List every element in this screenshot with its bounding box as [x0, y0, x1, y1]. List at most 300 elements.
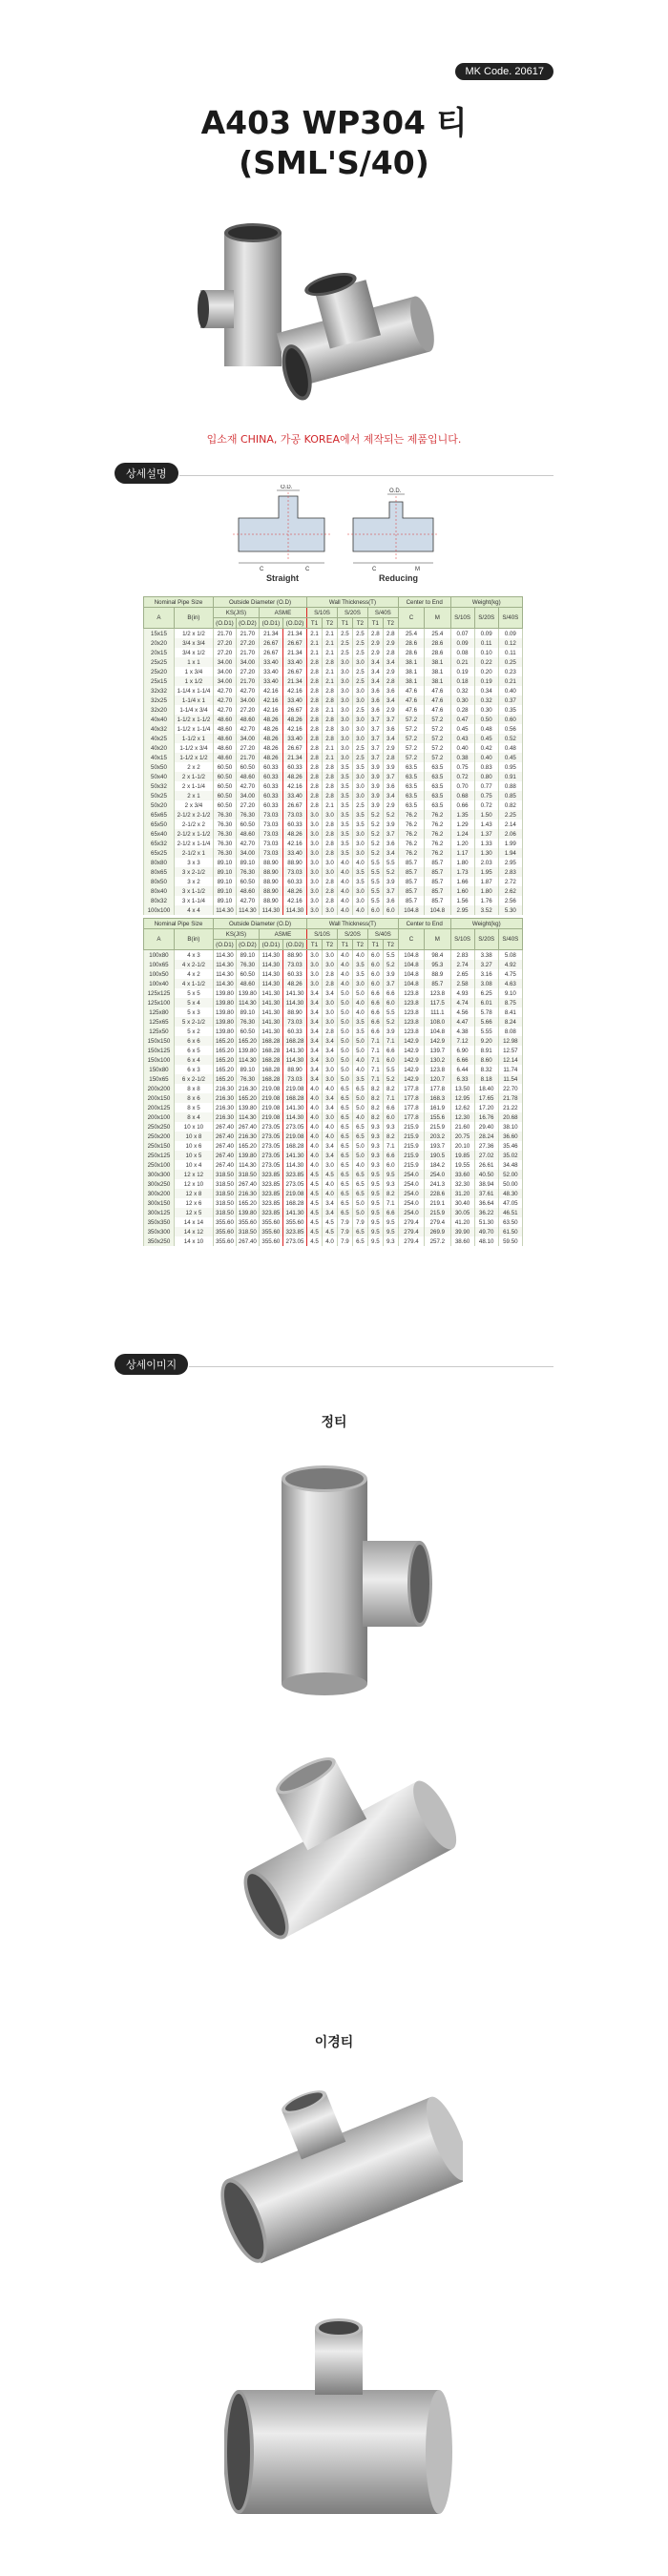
table-cell: 89.10 — [213, 886, 236, 896]
table-cell: 5.5 — [367, 877, 383, 886]
table-cell: 0.88 — [498, 781, 522, 791]
table-cell: 6 x 3 — [174, 1065, 213, 1074]
table-cell: 48.26 — [259, 753, 282, 762]
table-cell: 57.2 — [425, 743, 450, 753]
table-row — [144, 839, 523, 848]
table-cell: 355.60 — [213, 1217, 236, 1227]
table-cell: 203.2 — [425, 1132, 450, 1141]
table-cell: 3.4 — [307, 1055, 323, 1065]
mk-code-badge: MK Code. 20617 — [455, 63, 553, 80]
table-cell: 48.60 — [236, 979, 259, 988]
table-cell: 42.70 — [236, 781, 259, 791]
table-cell: 6.6 — [367, 998, 383, 1008]
table-cell: 1-1/4 x 1-1/4 — [174, 686, 213, 696]
table-cell: 161.9 — [425, 1103, 450, 1112]
table-cell: 1.33 — [474, 839, 498, 848]
table-cell: 3.0 — [323, 858, 338, 867]
table-cell: 279.4 — [425, 1217, 450, 1227]
table-cell: 269.9 — [425, 1227, 450, 1236]
table-cell: 2.1 — [323, 667, 338, 676]
table-cell: 3.4 — [383, 657, 398, 667]
table-cell: 1.73 — [450, 867, 474, 877]
table-cell: 3.0 — [352, 715, 367, 724]
table-cell: 3.5 — [352, 1027, 367, 1036]
table-cell: 1.29 — [450, 820, 474, 829]
table-cell: 4.75 — [498, 969, 522, 979]
table-cell: 76.30 — [213, 848, 236, 858]
table-cell: 80x65 — [144, 867, 175, 877]
table-cell: 3.7 — [383, 886, 398, 896]
th-b: B(in) — [174, 929, 213, 950]
table-cell: 11.54 — [498, 1074, 522, 1084]
table-cell: 257.2 — [425, 1236, 450, 1246]
table-cell: 2-1/2 x 1-1/2 — [174, 829, 213, 839]
table-cell: 5 x 2-1/2 — [174, 1017, 213, 1027]
table-cell: 2.8 — [323, 696, 338, 705]
table-cell: 0.11 — [498, 648, 522, 657]
table-cell: 123.8 — [425, 988, 450, 998]
table-cell: 6 x 5 — [174, 1046, 213, 1055]
table-cell: 318.50 — [213, 1179, 236, 1189]
table-cell: 350x250 — [144, 1236, 175, 1246]
table-cell: 114.30 — [282, 1055, 306, 1065]
table-cell: 3.0 — [307, 896, 323, 905]
table-cell: 3.4 — [323, 1036, 338, 1046]
table-cell: 20.75 — [450, 1132, 474, 1141]
table-cell: 73.03 — [282, 810, 306, 820]
table-cell: 0.82 — [498, 800, 522, 810]
table-cell: 3.5 — [337, 800, 352, 810]
table-cell: 27.20 — [236, 667, 259, 676]
table-row — [144, 896, 523, 905]
table-cell: 2 x 1-1/4 — [174, 781, 213, 791]
table-cell: 32x32 — [144, 686, 175, 696]
table-cell: 76.2 — [425, 820, 450, 829]
table-cell: 0.09 — [450, 638, 474, 648]
table-cell: 48.10 — [474, 1236, 498, 1246]
table-cell: 27.20 — [213, 638, 236, 648]
table-cell: 85.7 — [398, 896, 424, 905]
table-cell: 177.8 — [398, 1112, 424, 1122]
table-cell: 3.7 — [383, 829, 398, 839]
table-cell: 27.20 — [236, 638, 259, 648]
table-cell: 4.38 — [450, 1027, 474, 1036]
table-cell: 300x250 — [144, 1179, 175, 1189]
table-cell: 48.26 — [282, 772, 306, 781]
table-cell: 7.1 — [383, 1141, 398, 1151]
table-cell: 4.0 — [307, 1093, 323, 1103]
table-row — [144, 743, 523, 753]
table-cell: 60.50 — [213, 772, 236, 781]
table-cell: 6.5 — [337, 1132, 352, 1141]
table-cell: 89.10 — [236, 950, 259, 961]
table-cell: 48.26 — [259, 734, 282, 743]
table-row — [144, 979, 523, 988]
table-cell: 9.3 — [367, 1122, 383, 1132]
table-cell: 0.40 — [498, 686, 522, 696]
table-cell: 10 x 8 — [174, 1132, 213, 1141]
table-cell: 2.06 — [498, 829, 522, 839]
table-cell: 125x65 — [144, 1017, 175, 1027]
table-cell: 5 x 3 — [174, 1008, 213, 1017]
th-od1-asme: (O.D1) — [259, 618, 282, 629]
table-cell: 279.4 — [398, 1217, 424, 1227]
table-cell: 141.30 — [282, 1046, 306, 1055]
table-cell: 3.0 — [352, 886, 367, 896]
table-cell: 8.91 — [474, 1046, 498, 1055]
table-cell: 219.08 — [259, 1112, 282, 1122]
table-cell: 1.80 — [474, 886, 498, 896]
table-cell: 3.4 — [307, 1017, 323, 1027]
th-od1-ks: (O.D1) — [213, 940, 236, 950]
table-cell: 8.2 — [367, 1084, 383, 1093]
table-cell: 3.0 — [337, 724, 352, 734]
table-cell: 165.20 — [213, 1055, 236, 1065]
table-cell: 85.7 — [398, 867, 424, 877]
table-cell: 25.4 — [398, 629, 424, 639]
table-cell: 2.8 — [323, 772, 338, 781]
table-cell: 3.4 — [323, 988, 338, 998]
table-cell: 0.45 — [450, 724, 474, 734]
table-cell: 76.30 — [236, 1017, 259, 1027]
table-cell: 38.60 — [450, 1236, 474, 1246]
table-cell: 2.72 — [498, 877, 522, 886]
table-cell: 300x125 — [144, 1208, 175, 1217]
table-cell: 63.5 — [398, 791, 424, 800]
table-cell: 42.70 — [213, 696, 236, 705]
table-cell: 2.8 — [307, 705, 323, 715]
table-cell: 6.44 — [450, 1065, 474, 1074]
table-cell: 141.30 — [259, 1008, 282, 1017]
table-cell: 2.03 — [474, 858, 498, 867]
table-cell: 3.5 — [337, 839, 352, 848]
table-cell: 76.30 — [236, 867, 259, 877]
table-cell: 216.30 — [236, 1084, 259, 1093]
table-cell: 6.0 — [383, 1055, 398, 1065]
table-cell: 219.08 — [282, 1189, 306, 1198]
equal-tee-photo-upright — [272, 1460, 434, 1698]
table-cell: 4.93 — [450, 988, 474, 998]
table-cell: 3.0 — [307, 829, 323, 839]
table-cell: 2.1 — [323, 648, 338, 657]
table-cell: 76.2 — [398, 810, 424, 820]
table-cell: 10 x 4 — [174, 1160, 213, 1170]
table-cell: 8.2 — [367, 1112, 383, 1122]
table-cell: 50x25 — [144, 791, 175, 800]
table-cell: 5.0 — [337, 1046, 352, 1055]
table-cell: 50.00 — [498, 1179, 522, 1189]
spec-table-2 — [143, 918, 523, 1246]
table-cell: 6.6 — [383, 1151, 398, 1160]
table-cell: 3.52 — [474, 905, 498, 915]
table-cell: 40x15 — [144, 753, 175, 762]
table-cell: 2.5 — [337, 648, 352, 657]
table-cell: 2.1 — [323, 629, 338, 639]
th-b: B(in) — [174, 608, 213, 629]
table-cell: 2.8 — [323, 724, 338, 734]
table-cell: 3.5 — [352, 867, 367, 877]
table-cell: 12.95 — [450, 1093, 474, 1103]
table-cell: 2.9 — [383, 743, 398, 753]
table-cell: 5.0 — [337, 998, 352, 1008]
table-cell: 6.6 — [383, 1103, 398, 1112]
th-t2: T2 — [323, 940, 338, 950]
table-cell: 3.5 — [337, 781, 352, 791]
table-cell: 267.40 — [236, 1179, 259, 1189]
th-w20s: S/20S — [474, 929, 498, 950]
table-cell: 318.50 — [213, 1198, 236, 1208]
table-cell: 2.1 — [323, 705, 338, 715]
diagram-c-label-3: C — [372, 567, 377, 572]
table-cell: 141.30 — [259, 988, 282, 998]
table-cell: 4.0 — [307, 1160, 323, 1170]
table-cell: 46.51 — [498, 1208, 522, 1217]
table-cell: 3.9 — [383, 762, 398, 772]
table-row — [144, 1017, 523, 1027]
table-cell: 6.5 — [337, 1151, 352, 1160]
table-cell: 8.18 — [474, 1074, 498, 1084]
table-cell: 250x250 — [144, 1122, 175, 1132]
table-cell: 13.50 — [450, 1084, 474, 1093]
table-cell: 355.60 — [236, 1217, 259, 1227]
table-row — [144, 1141, 523, 1151]
table-cell: 4.0 — [337, 960, 352, 969]
table-cell: 2.8 — [307, 791, 323, 800]
table-cell: 33.40 — [282, 657, 306, 667]
table-cell: 4.5 — [307, 1217, 323, 1227]
table-row — [144, 1170, 523, 1179]
table-cell: 8.2 — [383, 1189, 398, 1198]
table-cell: 6 x 2-1/2 — [174, 1074, 213, 1084]
th-od1-ks: (O.D1) — [213, 618, 236, 629]
table-cell: 104.8 — [398, 969, 424, 979]
table-cell: 76.2 — [425, 810, 450, 820]
table-cell: 5.2 — [383, 867, 398, 877]
table-cell: 2.8 — [323, 1027, 338, 1036]
title-line-1: A403 WP304 티 — [200, 104, 468, 141]
table-cell: 65x32 — [144, 839, 175, 848]
table-cell: 4.5 — [307, 1170, 323, 1179]
table-cell: 5 x 4 — [174, 998, 213, 1008]
table-cell: 8.08 — [498, 1027, 522, 1036]
table-cell: 318.50 — [213, 1170, 236, 1179]
table-cell: 2.8 — [323, 762, 338, 772]
table-cell: 4.0 — [352, 1008, 367, 1017]
table-cell: 2.8 — [323, 820, 338, 829]
table-cell: 3.7 — [367, 715, 383, 724]
table-cell: 273.05 — [282, 1122, 306, 1132]
table-cell: 6.0 — [383, 998, 398, 1008]
table-cell: 0.42 — [474, 743, 498, 753]
table-cell: 63.5 — [425, 781, 450, 791]
table-cell: 41.20 — [450, 1217, 474, 1227]
table-cell: 3.5 — [352, 969, 367, 979]
table-row — [144, 820, 523, 829]
table-cell: 177.8 — [398, 1093, 424, 1103]
table-cell: 3.4 — [307, 1036, 323, 1046]
table-cell: 25x15 — [144, 676, 175, 686]
table-cell: 21.70 — [236, 648, 259, 657]
table-cell: 123.8 — [425, 1065, 450, 1074]
table-cell: 215.9 — [425, 1122, 450, 1132]
table-cell: 7.9 — [352, 1217, 367, 1227]
table-cell: 40x32 — [144, 724, 175, 734]
table-row — [144, 686, 523, 696]
table-cell: 4.0 — [352, 1112, 367, 1122]
table-cell: 114.30 — [259, 960, 282, 969]
table-cell: 34.00 — [213, 676, 236, 686]
table-cell: 98.4 — [425, 950, 450, 961]
table-cell: 34.00 — [236, 848, 259, 858]
table-cell: 2.8 — [323, 781, 338, 791]
table-cell: 10 x 10 — [174, 1122, 213, 1132]
table-cell: 21.34 — [259, 629, 282, 639]
table-row — [144, 998, 523, 1008]
table-cell: 89.10 — [213, 877, 236, 886]
th-t1: T1 — [307, 618, 323, 629]
table-cell: 100x100 — [144, 905, 175, 915]
table-cell: 6.6 — [367, 1027, 383, 1036]
table-cell: 139.80 — [213, 988, 236, 998]
table-cell: 150x150 — [144, 1036, 175, 1046]
table-cell: 3.0 — [323, 1074, 338, 1084]
table-cell: 2.1 — [323, 638, 338, 648]
table-cell: 60.33 — [282, 969, 306, 979]
table-cell: 2-1/2 x 2 — [174, 820, 213, 829]
table-cell: 3.4 — [383, 791, 398, 800]
table-cell: 0.68 — [450, 791, 474, 800]
table-cell: 22.70 — [498, 1084, 522, 1093]
table-cell: 9.3 — [383, 1179, 398, 1189]
table-cell: 89.10 — [236, 1008, 259, 1017]
table-cell: 3.7 — [383, 772, 398, 781]
table-cell: 250x150 — [144, 1141, 175, 1151]
table-cell: 2 x 1-1/2 — [174, 772, 213, 781]
table-cell: 2.1 — [307, 629, 323, 639]
table-cell: 25x20 — [144, 667, 175, 676]
table-cell: 3.0 — [337, 686, 352, 696]
table-cell: 0.25 — [498, 657, 522, 667]
table-cell: 34.00 — [236, 696, 259, 705]
table-cell: 228.6 — [425, 1189, 450, 1198]
table-cell: 2.8 — [323, 969, 338, 979]
table-cell: 89.10 — [213, 867, 236, 877]
table-cell: 168.28 — [259, 1065, 282, 1074]
table-cell: 3.0 — [307, 960, 323, 969]
table-cell: 2.8 — [307, 734, 323, 743]
table-cell: 1.20 — [450, 839, 474, 848]
th-c: C — [398, 608, 424, 629]
table-cell: 85.7 — [398, 877, 424, 886]
table-cell: 1-1/2 x 3/4 — [174, 743, 213, 753]
table-cell: 5.5 — [383, 1008, 398, 1017]
table-cell: 48.60 — [213, 743, 236, 753]
table-cell: 3.0 — [307, 877, 323, 886]
table-row — [144, 1208, 523, 1217]
th-od1-asme: (O.D1) — [259, 940, 282, 950]
table-cell: 19.55 — [450, 1160, 474, 1170]
table-cell: 6.5 — [352, 1179, 367, 1189]
table-cell: 30.05 — [450, 1208, 474, 1217]
table-cell: 33.40 — [282, 734, 306, 743]
table-cell: 6.0 — [367, 950, 383, 961]
table-cell: 21.70 — [213, 629, 236, 639]
table-cell: 1.66 — [450, 877, 474, 886]
table-cell: 2.8 — [307, 762, 323, 772]
table-cell: 3.4 — [323, 1103, 338, 1112]
table-cell: 3.0 — [352, 657, 367, 667]
table-cell: 48.26 — [259, 743, 282, 753]
table-cell: 85.7 — [425, 877, 450, 886]
table-cell: 88.90 — [259, 877, 282, 886]
table-cell: 60.33 — [259, 781, 282, 791]
table-cell: 323.85 — [259, 1189, 282, 1198]
table-row — [144, 1160, 523, 1170]
table-cell: 25x25 — [144, 657, 175, 667]
table-cell: 50x20 — [144, 800, 175, 810]
th-od2-ks: (O.D2) — [236, 618, 259, 629]
table-cell: 6.5 — [337, 1112, 352, 1122]
table-cell: 1.37 — [474, 829, 498, 839]
table-cell: 73.03 — [259, 839, 282, 848]
table-row — [144, 800, 523, 810]
table-cell: 5.0 — [337, 1055, 352, 1065]
table-cell: 1.30 — [474, 848, 498, 858]
table-cell: 3.0 — [352, 686, 367, 696]
table-cell: 21.70 — [236, 676, 259, 686]
table-cell: 20.68 — [498, 1112, 522, 1122]
table-cell: 3.4 — [383, 696, 398, 705]
table-row — [144, 1132, 523, 1141]
table-cell: 168.28 — [282, 1093, 306, 1103]
table-cell: 3.5 — [352, 820, 367, 829]
table-cell: 40.50 — [474, 1170, 498, 1179]
table-cell: 8 x 4 — [174, 1112, 213, 1122]
table-cell: 141.30 — [282, 988, 306, 998]
table-cell: 3.16 — [474, 969, 498, 979]
spec-table-1-body — [144, 629, 523, 916]
th-t1: T1 — [367, 940, 383, 950]
table-cell: 0.37 — [498, 696, 522, 705]
table-cell: 3.9 — [367, 772, 383, 781]
table-cell: 85.7 — [425, 896, 450, 905]
table-cell: 2.8 — [383, 629, 398, 639]
table-cell: 5.5 — [367, 886, 383, 896]
table-cell: 7.1 — [383, 1036, 398, 1046]
table-cell: 2.8 — [307, 696, 323, 705]
table-cell: 6.0 — [367, 969, 383, 979]
table-cell: 4.74 — [450, 998, 474, 1008]
table-cell: 4.0 — [307, 1122, 323, 1132]
table-cell: 250x100 — [144, 1160, 175, 1170]
table-cell: 8.24 — [498, 1017, 522, 1027]
diagram-c-label-1: C — [260, 567, 264, 572]
table-cell: 0.11 — [474, 638, 498, 648]
table-cell: 168.28 — [259, 1055, 282, 1065]
table-cell: 12.30 — [450, 1112, 474, 1122]
table-cell: 17.65 — [474, 1093, 498, 1103]
table-cell: 33.40 — [282, 791, 306, 800]
table-row — [144, 829, 523, 839]
table-cell: 114.30 — [259, 905, 282, 915]
table-cell: 2.8 — [323, 877, 338, 886]
table-cell: 3 x 1-1/4 — [174, 896, 213, 905]
table-cell: 4.0 — [337, 886, 352, 896]
table-cell: 85.7 — [398, 886, 424, 896]
table-cell: 193.7 — [425, 1141, 450, 1151]
table-row — [144, 1084, 523, 1093]
table-row — [144, 1103, 523, 1112]
